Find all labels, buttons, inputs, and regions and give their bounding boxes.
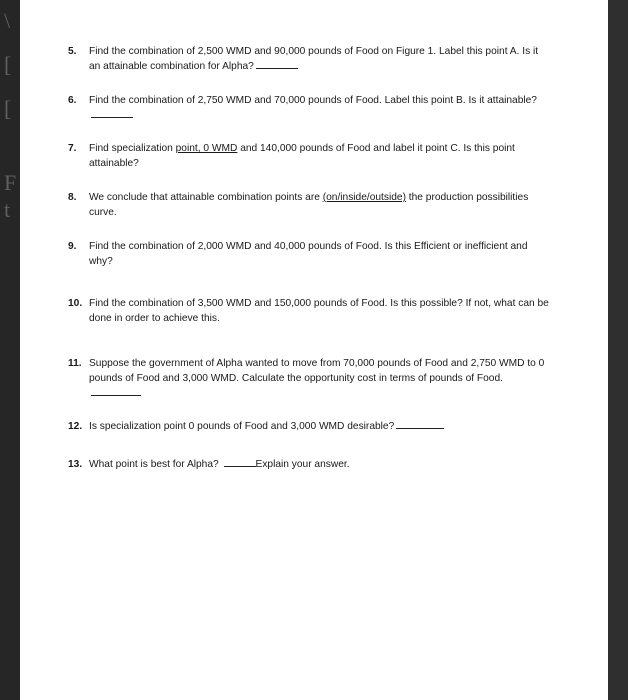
question-text-underlined: (on/inside/outside) [322, 192, 406, 203]
background-glyph: F [4, 170, 17, 195]
question-text-post: and 140,000 pounds of Food and label it point C. Is this point attainable? [89, 143, 515, 169]
question-text-pre: Find specialization [89, 143, 176, 154]
question-13 [68, 457, 549, 472]
question-10 [68, 296, 549, 326]
question-text: Find the combination of 2,500 WMD and 90,000 pounds of Food on Figure 1. Label this point A. Is it an attainable combination for Alpha? [89, 46, 539, 72]
document-page [20, 0, 608, 700]
answer-blank [256, 59, 298, 69]
question-number: 7. [68, 143, 77, 154]
question-11 [68, 356, 549, 401]
question-5 [68, 44, 549, 74]
question-text-post: the production possibilities curve. [89, 192, 529, 218]
scroll-area-edge [608, 0, 628, 700]
question-8 [68, 190, 549, 220]
answer-blank [396, 419, 444, 429]
question-number: 6. [68, 95, 77, 106]
question-9 [68, 239, 549, 269]
question-number: 11. [68, 358, 82, 369]
question-number: 5. [68, 46, 77, 57]
background-glyph: [ [4, 52, 12, 77]
question-text-post: Explain your answer. [255, 459, 350, 470]
background-glyph: t [4, 197, 11, 222]
question-text: Find the combination of 3,500 WMD and 150,000 pounds of Food. Is this possible? If not, what can be done in order to achieve this. [89, 298, 549, 324]
question-number: 9. [68, 241, 77, 252]
question-number: 8. [68, 192, 77, 203]
background-glyph: [ [4, 96, 12, 121]
question-text: Find the combination of 2,750 WMD and 70,000 pounds of Food. Label this point B. Is it attainable? [89, 95, 537, 106]
question-number: 10. [68, 298, 83, 309]
question-text: Is specialization point 0 pounds of Food and 3,000 WMD desirable? [89, 421, 395, 432]
answer-blank [91, 108, 133, 118]
question-12 [68, 419, 549, 434]
answer-blank [91, 386, 141, 396]
answer-blank [224, 457, 256, 467]
question-7 [68, 141, 549, 171]
question-number: 12. [68, 421, 83, 432]
question-text: Suppose the government of Alpha wanted to move from 70,000 pounds of Food and 2,750 WMD to 0 pounds of Food and 3,000 WMD. Calculate the opportunity cost in terms of pounds of Food. [89, 358, 545, 384]
background-glyph: \ [4, 8, 11, 33]
question-text: What point is best for Alpha? [89, 459, 219, 470]
question-number: 13. [68, 459, 83, 470]
question-6 [68, 93, 549, 123]
background-window-strip [0, 0, 20, 700]
question-text-underlined: point, 0 WMD [175, 143, 238, 154]
question-text: Find the combination of 2,000 WMD and 40,000 pounds of Food. Is this Efficient or inefficient and why? [89, 241, 528, 267]
question-text-pre: We conclude that attainable combination points are [89, 192, 323, 203]
